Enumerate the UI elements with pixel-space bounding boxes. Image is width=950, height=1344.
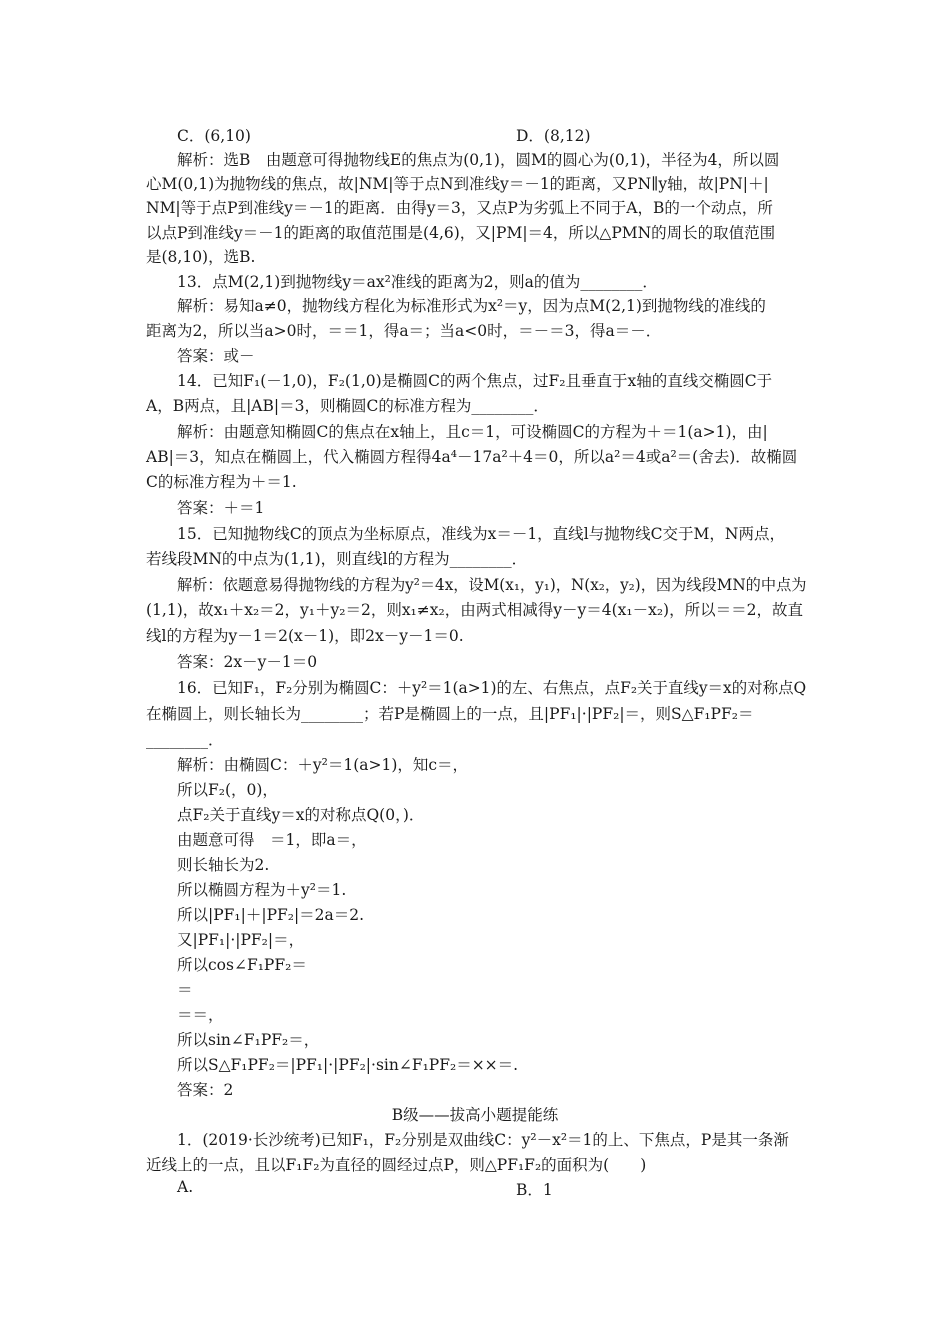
question-13: 13．点M(2,1)到抛物线y＝ax²准线的距离为2，则a的值为________． (177, 273, 658, 291)
text-line: 解析：由题意知椭圆C的焦点在x轴上，且c＝1，可设椭圆C的方程为＋＝1(a>1)，由| (177, 423, 768, 441)
text-line: A，B两点，且|AB|＝3，则椭圆C的标准方程为________． (146, 397, 549, 415)
option-b: B．1 (516, 1181, 553, 1199)
text-line: AB|＝3，知点在椭圆上，代入椭圆方程得4a⁴－17a²＋4＝0，所以a²＝4或a²＝(舍去)．故椭圆 (146, 448, 798, 466)
answer-16: 答案：2 (177, 1081, 234, 1099)
option-a: A. (177, 1178, 194, 1196)
text-line: ________． (146, 731, 224, 749)
option-d: D．(8,12) (516, 127, 591, 145)
question-16: 16．已知F₁，F₂分别为椭圆C：＋y²＝1(a>1)的左、右焦点，点F₂关于直线y＝x的对称点Q (177, 679, 807, 697)
text-line: 所以椭圆方程为＋y²＝1. (177, 881, 347, 899)
text-line: 心M(0,1)为抛物线的焦点，故|NM|等于点N到准线y＝－1的距离，又PN∥y轴，故|PN|＋| (146, 175, 769, 193)
text-line: 在椭圆上，则长轴长为________；若P是椭圆上的一点，且|PF₁|·|PF₂|＝，则S△F₁PF₂＝ (146, 705, 754, 723)
question-15: 15．已知抛物线C的顶点为坐标原点，准线为x＝－1，直线l与抛物线C交于M，N两点， (177, 525, 785, 543)
section-heading: B级——拔高小题提能练 (391, 1106, 559, 1124)
text-line: 是(8,10)，选B. (146, 248, 256, 266)
text-line: 解析：易知a≠0，抛物线方程化为标准形式为x²＝y，因为点M(2,1)到抛物线的准线的 (177, 297, 766, 315)
text-line: ＝ (177, 981, 193, 999)
question-14: 14．已知F₁(－1,0)，F₂(1,0)是椭圆C的两个焦点，过F₂且垂直于x轴的直线交椭圆C于 (177, 372, 773, 390)
text-line: 解析：选B 由题意可得抛物线E的焦点为(0,1)，圆M的圆心为(0,1)，半径为4，所以圆 (177, 151, 780, 169)
text-line: 点F₂关于直线y＝x的对称点Q(0，)． (177, 806, 425, 824)
text-line: 则长轴长为2. (177, 856, 270, 874)
text-line: 解析：由椭圆C：＋y²＝1(a>1)，知c＝， (177, 756, 469, 774)
answer-14: 答案：＋＝1 (177, 499, 265, 517)
text-line: 若线段MN的中点为(1,1)，则直线l的方程为________． (146, 550, 528, 568)
text-line: 近线上的一点，且以F₁F₂为直径的圆经过点P，则△PF₁F₂的面积为( ) (146, 1156, 647, 1174)
text-line: 由题意可得 ＝1，即a＝， (177, 831, 367, 849)
text-line: 所以cos∠F₁PF₂＝ (177, 956, 307, 974)
text-line: 线l的方程为y－1＝2(x－1)，即2x－y－1＝0. (146, 627, 464, 645)
text-line: 距离为2，所以当a>0时，＝＝1，得a＝；当a<0时，＝－＝3，得a＝－． (146, 322, 662, 340)
text-line: 以点P到准线y＝－1的距离的取值范围是(4,6)，又|PM|＝4，所以△PMN的周长的取值范围 (146, 224, 776, 242)
question-b1: 1．(2019·长沙统考)已知F₁，F₂分别是双曲线C：y²－x²＝1的上、下焦点，P是其一条渐 (177, 1131, 789, 1149)
text-line: C的标准方程为＋＝1. (146, 473, 297, 491)
text-line: 所以F₂(，0)， (177, 781, 278, 799)
answer-15: 答案：2x－y－1＝0 (177, 653, 318, 671)
text-line: 又|PF₁|·|PF₂|＝， (177, 931, 305, 949)
option-c: C．(6,10) (177, 127, 251, 145)
text-line: (1,1)，故x₁＋x₂＝2，y₁＋y₂＝2，则x₁≠x₂，由两式相减得y－y＝4(x₁－x₂)，所以＝＝2，故直 (146, 601, 803, 619)
answer-13: 答案：或－ (177, 347, 255, 365)
text-line: 解析：依题意易得抛物线的方程为y²＝4x，设M(x₁，y₁)，N(x₂，y₂)，因为线段MN的中点为 (177, 576, 807, 594)
text-line: 所以|PF₁|＋|PF₂|＝2a＝2. (177, 906, 365, 924)
text-line: NM|等于点P到准线y＝－1的距离．由得y＝3，又点P为劣弧上不同于A，B的一个动点，所 (146, 199, 773, 217)
text-line: 所以S△F₁PF₂＝|PF₁|·|PF₂|·sin∠F₁PF₂＝××＝. (177, 1056, 519, 1074)
text-line: 所以sin∠F₁PF₂＝， (177, 1031, 320, 1049)
text-line: ＝＝， (177, 1006, 224, 1024)
